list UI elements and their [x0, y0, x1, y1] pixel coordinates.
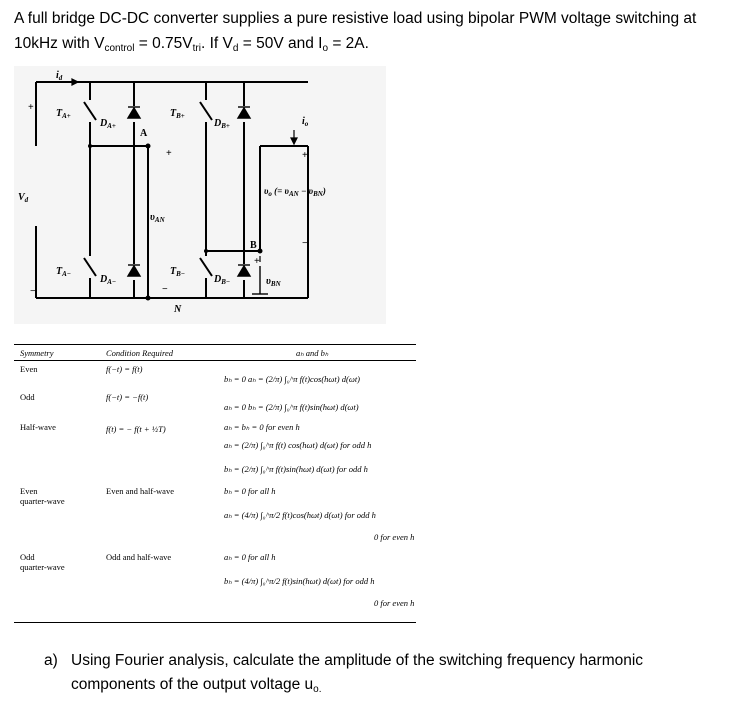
minus-o-label: − [302, 238, 308, 249]
row-halfwave-condition: f(t) = − f(t + ½T) [106, 424, 166, 434]
db-plus-label: $D_{B+}$ [214, 118, 230, 130]
da-minus-label: $D_{A-}$ [100, 274, 117, 286]
node-b-dot [258, 249, 263, 254]
plus-top-label: + [28, 102, 34, 113]
plus-a-label: + [166, 148, 172, 159]
circuit-wiring [14, 66, 386, 324]
row-odd-symmetry: Odd [20, 392, 35, 402]
ta-plus-switch [84, 102, 96, 120]
tb-plus-label: $T_{B+}$ [170, 108, 185, 120]
question-text: A full bridge DC-DC converter supplies a pure resistive load using bipolar PWM voltage switching at 10kHz with $V_{control} = 0.75V_{tri}$. If $V_d = 50V$ and $I_o = 2A$. [14, 10, 697, 54]
tb-plus-switch [200, 102, 212, 120]
row-odd-qw-symmetry: Odd [20, 552, 35, 562]
db-plus-diode [238, 108, 250, 118]
row-odd-qw-condition: Odd and half-wave [106, 552, 172, 562]
id-label: $i_d$ [56, 70, 63, 82]
row-even-symmetry: Even [20, 364, 38, 374]
node-a-dot [146, 144, 151, 149]
header-coefficients: aₕ and bₕ [296, 348, 329, 358]
part-a-label: a) [44, 652, 58, 669]
full-bridge-circuit-diagram [14, 66, 386, 324]
row-even-formula: bₕ = 0 aₕ = (2/π) ∫₀^π f(t)cos(hωt) d(ωt) [224, 374, 361, 384]
tb-minus-label: $T_{B-}$ [170, 266, 186, 278]
part-a-text: Using Fourier analysis, calculate the amplitude of the switching frequency harmonic components of the output voltage $u_{o.}$ [71, 652, 644, 695]
ta-plus-label: $T_{A+}$ [56, 108, 71, 120]
header-condition: Condition Required [106, 348, 173, 358]
row-odd-qw-symmetry-2: quarter-wave [20, 562, 65, 572]
id-arrow [72, 79, 78, 85]
minus-a-label: − [162, 284, 168, 295]
node-n-dot [146, 296, 151, 301]
db-minus-diode [238, 266, 250, 276]
node-a-label: A [140, 128, 148, 139]
minus-bottom-label: − [30, 286, 36, 297]
van-label: $\upsilon_{AN}$ [150, 212, 165, 224]
row-odd-condition: f(−t) = −f(t) [106, 392, 149, 402]
row-even-qw-symmetry: Even [20, 486, 38, 496]
node-n-label: N [174, 304, 182, 315]
plus-o-label: + [302, 150, 308, 161]
da-plus-diode [128, 108, 140, 118]
row-even-qw-line-2: aₕ = (4/π) ∫₀^π/2 f(t)cos(hωt) d(ωt) for odd h [224, 510, 376, 520]
row-halfwave-line-2: aₕ = (2/π) ∫₀^π f(t) cos(hωt) d(ωt) for odd h [224, 440, 372, 450]
row-even-qw-line-1: bₕ = 0 for all h [224, 486, 276, 496]
row-even-qw-symmetry-2: quarter-wave [20, 496, 65, 506]
row-halfwave-line-3: bₕ = (2/π) ∫₀^π f(t)sin(hωt) d(ωt) for odd h [224, 464, 368, 474]
vd-label: $V_d$ [18, 192, 29, 204]
row-halfwave-line-1: aₕ = bₕ = 0 for even h [224, 422, 300, 432]
row-halfwave-symmetry: Half-wave [20, 422, 56, 432]
da-plus-label: $D_{A+}$ [100, 118, 116, 130]
tb-minus-switch [200, 258, 212, 276]
row-even-qw-line-3: 0 for even h [374, 532, 415, 542]
db-minus-label: $D_{B-}$ [214, 274, 231, 286]
row-even-condition: f(−t) = f(t) [106, 364, 143, 374]
io-label: $i_o$ [302, 116, 309, 128]
row-even-qw-condition: Even and half-wave [106, 486, 174, 496]
ta-minus-switch [84, 258, 96, 276]
node-b-label: B [250, 240, 257, 251]
fourier-symmetry-table [14, 336, 416, 626]
da-minus-diode [128, 266, 140, 276]
row-odd-qw-line-2: bₕ = (4/π) ∫₀^π/2 f(t)sin(hωt) d(ωt) for odd h [224, 576, 375, 586]
row-odd-formula: aₕ = 0 bₕ = (2/π) ∫₀^π f(t)sin(hωt) d(ωt) [224, 402, 359, 412]
header-symmetry: Symmetry [20, 348, 54, 358]
row-odd-qw-line-3: 0 for even h [374, 598, 415, 608]
row-odd-qw-line-1: aₕ = 0 for all h [224, 552, 276, 562]
plus-b-label: + [254, 256, 260, 267]
vbn-label: $\upsilon_{BN}$ [266, 276, 281, 288]
io-arrow [291, 138, 297, 144]
ta-minus-label: $T_{A-}$ [56, 266, 72, 278]
vo-expression-label: $\upsilon_o$ (= $\upsilon_{AN} - \upsilon_{BN}$) [264, 186, 326, 198]
